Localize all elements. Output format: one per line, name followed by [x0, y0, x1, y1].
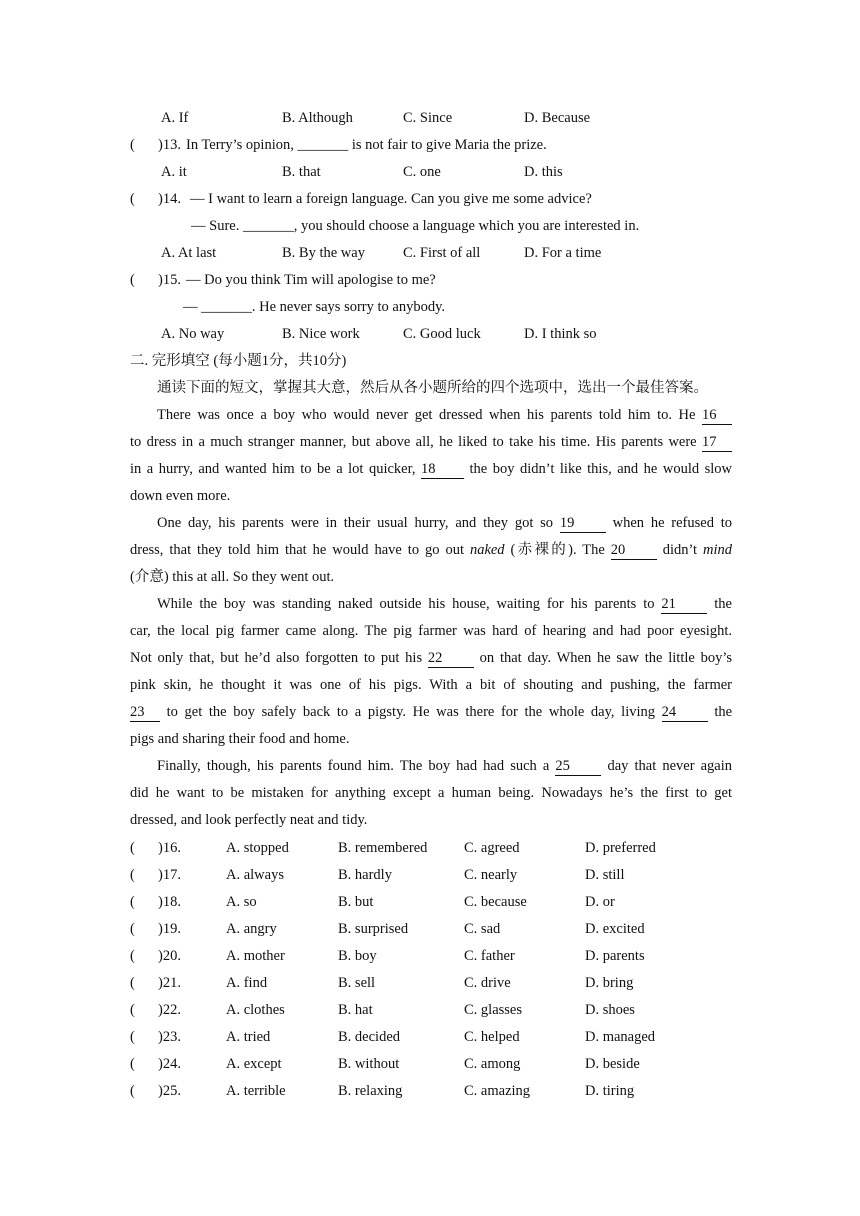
text-segment: (赤裸的). The: [510, 542, 605, 558]
text-segment: to dress in a much stranger manner, but above all, he liked to take his time. His parents were: [130, 434, 697, 450]
section-heading: 二. 完形填空 (每小题1分，共10分): [130, 353, 347, 369]
blank-22: 22: [428, 650, 474, 668]
passage-line: car, the local pig farmer came along. The pig farmer was hard of hearing and had poor eyesight.: [130, 623, 732, 639]
text-segment: on that day. When he saw the little boy’s: [479, 650, 733, 666]
option-a: A. except: [226, 1056, 282, 1072]
text-segment: didn’t: [662, 542, 698, 558]
text-segment: In Terry’s opinion,: [186, 137, 298, 153]
q12-option-a: A. If: [161, 110, 189, 126]
q15-line2: — _______. He never says sorry to anybody.: [183, 299, 446, 315]
text-segment: Finally, though, his parents found him. The boy had had such a: [157, 758, 550, 774]
option-d: D. preferred: [585, 840, 656, 856]
option-b: B. hat: [338, 1002, 373, 1018]
text-segment: )21.: [158, 975, 181, 991]
option-a: A. terrible: [226, 1083, 286, 1099]
passage-line: [130, 540, 732, 560]
text-segment: day that never again: [607, 758, 733, 774]
text-segment: (: [130, 894, 135, 910]
text-segment: (: [130, 1056, 135, 1072]
option-d: D. beside: [585, 1056, 640, 1072]
option-b: B. remembered: [338, 840, 428, 856]
text-segment: )24.: [158, 1056, 181, 1072]
q15-option-b: B. Nice work: [282, 326, 360, 342]
q15-option-c: C. Good luck: [403, 326, 481, 342]
option-d: D. bring: [585, 975, 634, 991]
option-c: C. helped: [464, 1029, 520, 1045]
option-c: C. sad: [464, 921, 501, 937]
option-b: B. relaxing: [338, 1083, 403, 1099]
q12-option-b: B. Although: [282, 110, 353, 126]
passage-line: [157, 405, 732, 425]
option-c: C. nearly: [464, 867, 518, 883]
text-segment: (: [130, 840, 135, 856]
option-a: A. tried: [226, 1029, 271, 1045]
text-segment: There was once a boy who would never get dressed when his parents told him to. He: [157, 407, 696, 423]
option-b: B. hardly: [338, 867, 392, 883]
question-number: )13.: [158, 137, 181, 153]
option-b: B. but: [338, 894, 374, 910]
text-segment: )25.: [158, 1083, 181, 1099]
text-segment: )22.: [158, 1002, 181, 1018]
option-d: D. still: [585, 867, 625, 883]
text-segment: dress, that they told him that he would have to go out: [130, 542, 464, 558]
italic-text: mind: [703, 542, 733, 558]
text-segment: (: [130, 948, 135, 964]
option-c: C. drive: [464, 975, 511, 991]
text-segment: the: [714, 704, 733, 720]
text-segment: While the boy was standing naked outside his house, waiting for his parents to: [157, 596, 655, 612]
option-c: C. agreed: [464, 840, 520, 856]
text-segment: (: [130, 975, 135, 991]
text-segment: (: [130, 921, 135, 937]
option-b: B. decided: [338, 1029, 401, 1045]
option-a: A. stopped: [226, 840, 289, 856]
passage-line: dressed, and look perfectly neat and tidy.: [130, 812, 368, 828]
option-b: B. without: [338, 1056, 400, 1072]
q14-option-d: D. For a time: [524, 245, 602, 261]
blank-20: 20: [611, 542, 657, 560]
blank-19: 19: [560, 515, 606, 533]
text-segment: to get the boy safely back to a pigsty. He was there for the whole day, living: [166, 704, 656, 720]
blank-23: 23: [130, 704, 160, 722]
text-segment: Not only that, but he’d also forgotten to put his: [130, 650, 423, 666]
option-c: C. father: [464, 948, 515, 964]
q13-option-b: B. that: [282, 164, 321, 180]
q14-option-a: A. At last: [161, 245, 217, 261]
text-segment: )19.: [158, 921, 181, 937]
q15-line1: — Do you think Tim will apologise to me?: [186, 272, 436, 288]
option-b: B. surprised: [338, 921, 409, 937]
text-segment: (: [130, 1083, 135, 1099]
q13-text: [186, 135, 547, 155]
q13-option-d: D. this: [524, 164, 563, 180]
option-c: C. glasses: [464, 1002, 522, 1018]
question-number: )15.: [158, 272, 181, 288]
blank-25: 25: [555, 758, 601, 776]
text-segment: (: [130, 1029, 135, 1045]
text-segment: One day, his parents were in their usual hurry, and they got so: [157, 515, 554, 531]
option-b: B. boy: [338, 948, 377, 964]
option-a: A. find: [226, 975, 268, 991]
option-c: C. among: [464, 1056, 521, 1072]
option-d: D. or: [585, 894, 615, 910]
passage-line: [157, 513, 732, 533]
option-d: D. excited: [585, 921, 645, 937]
option-a: A. mother: [226, 948, 285, 964]
passage-line: [130, 459, 732, 479]
option-d: D. shoes: [585, 1002, 635, 1018]
option-c: C. amazing: [464, 1083, 531, 1099]
passage-line: pigs and sharing their food and home.: [130, 731, 350, 747]
answer-paren: (: [130, 191, 135, 207]
blank-17: 17: [702, 434, 732, 452]
option-b: B. sell: [338, 975, 376, 991]
option-a: A. so: [226, 894, 257, 910]
passage-line: [157, 594, 732, 614]
text-segment: )16.: [158, 840, 181, 856]
text-segment: )20.: [158, 948, 181, 964]
text-segment: )18.: [158, 894, 181, 910]
q14-option-c: C. First of all: [403, 245, 481, 261]
section-instruction: 通读下面的短文，掌握其大意，然后从各小题所给的四个选项中，选出一个最佳答案。: [157, 380, 708, 396]
text-segment: is not fair to give Maria the prize.: [348, 137, 547, 153]
blank-24: 24: [662, 704, 708, 722]
option-c: C. because: [464, 894, 527, 910]
q15-option-a: A. No way: [161, 326, 225, 342]
blank-21: 21: [661, 596, 707, 614]
text-segment: the: [714, 596, 732, 612]
text-segment: in a hurry, and wanted him to be a lot quicker,: [130, 461, 416, 477]
passage-line: did he want to be mistaken for anything except a human being. Nowadays he’s the first to get: [130, 785, 732, 801]
q14-option-b: B. By the way: [282, 245, 365, 261]
text-segment: )23.: [158, 1029, 181, 1045]
text-segment: (: [130, 867, 135, 883]
text-segment: _______: [297, 137, 349, 153]
text-segment: )17.: [158, 867, 181, 883]
text-segment: the boy didn’t like this, and he would slow: [469, 461, 733, 477]
option-d: D. managed: [585, 1029, 656, 1045]
q12-option-d: D. Because: [524, 110, 591, 126]
option-a: A. always: [226, 867, 284, 883]
text-segment: when he refused to: [612, 515, 733, 531]
answer-paren: (: [130, 137, 135, 153]
blank-18: 18: [421, 461, 464, 479]
q15-option-d: D. I think so: [524, 326, 597, 342]
option-d: D. tiring: [585, 1083, 635, 1099]
option-a: A. clothes: [226, 1002, 285, 1018]
passage-line: [130, 702, 732, 722]
passage-line: (介意) this at all. So they went out.: [130, 569, 335, 585]
question-number: )14.: [158, 191, 181, 207]
answer-paren: (: [130, 272, 135, 288]
passage-line: [130, 648, 732, 668]
italic-text: naked: [469, 542, 505, 558]
blank-16: 16: [702, 407, 732, 425]
option-d: D. parents: [585, 948, 645, 964]
q14-line2: — Sure. _______, you should choose a language which you are interested in.: [191, 218, 640, 234]
q14-line1: — I want to learn a foreign language. Can you give me some advice?: [190, 191, 592, 207]
option-a: A. angry: [226, 921, 277, 937]
passage-line: pink skin, he thought it was one of his pigs. With a bit of shouting and pushing, the farmer: [130, 677, 732, 693]
q13-option-c: C. one: [403, 164, 441, 180]
q12-option-c: C. Since: [403, 110, 453, 126]
passage-line: [130, 432, 732, 452]
passage-line: down even more.: [130, 488, 231, 504]
passage-line: [157, 756, 732, 776]
text-segment: (: [130, 1002, 135, 1018]
q13-option-a: A. it: [161, 164, 187, 180]
